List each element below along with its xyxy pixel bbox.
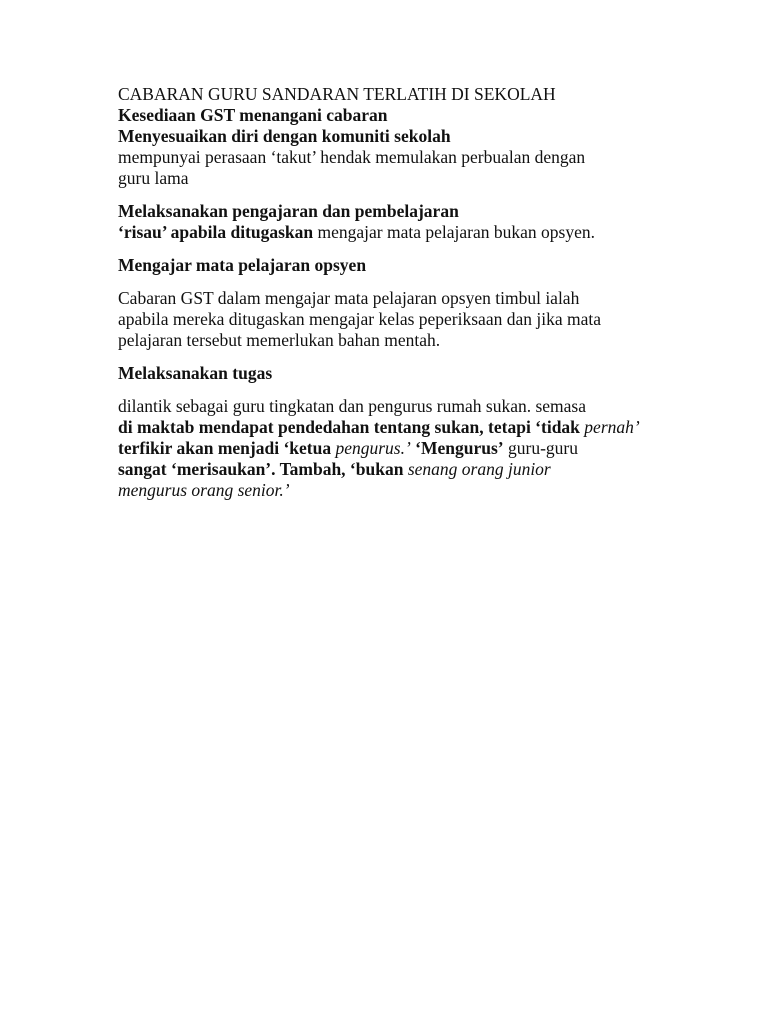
section1-heading: Menyesuaikan diri dengan komuniti sekolah (118, 126, 451, 146)
section4-bold-text: di maktab mendapat pendedahan tentang sukan, tetapi ‘tidak (118, 417, 580, 437)
section4-line (118, 459, 678, 480)
section4-italic-text: pengurus.’ (331, 438, 411, 458)
section4-bold-text: sangat ‘merisaukan’. Tambah, ‘bukan (118, 459, 404, 479)
section4-line (118, 438, 678, 459)
section4-line (118, 417, 678, 438)
section1-line: guru lama (118, 168, 189, 188)
section3-heading: Mengajar mata pelajaran opsyen (118, 255, 367, 275)
section2-bold-text: ‘risau’ apabila ditugaskan (118, 222, 314, 242)
section1-line: mempunyai perasaan ‘takut’ hendak memulakan perbualan dengan (118, 147, 586, 167)
section4-line: dilantik sebagai guru tingkatan dan pengurus rumah sukan. semasa (118, 396, 587, 416)
section4-heading: Melaksanakan tugas (118, 363, 273, 383)
section3-line: pelajaran tersebut memerlukan bahan mentah. (118, 330, 441, 350)
section4-line: mengurus orang senior.’ (118, 480, 290, 500)
section2-normal-text: mengajar mata pelajaran bukan opsyen. (313, 222, 595, 242)
section2-heading: Melaksanakan pengajaran dan pembelajaran (118, 201, 459, 221)
document-subtitle: Kesediaan GST menangani cabaran (118, 105, 388, 125)
section4-normal-text: guru-guru (503, 438, 578, 458)
section4-italic-text: senang orang junior (403, 459, 551, 479)
document-page (118, 84, 678, 501)
section3-line: apabila mereka ditugaskan mengajar kelas peperiksaan dan jika mata (118, 309, 601, 329)
section4-bold-text: terfikir akan menjadi ‘ketua (118, 438, 332, 458)
document-title: CABARAN GURU SANDARAN TERLATIH DI SEKOLAH (118, 84, 556, 104)
section4-italic-text: pernah’ (579, 417, 640, 437)
section3-line: Cabaran GST dalam mengajar mata pelajaran opsyen timbul ialah (118, 288, 580, 308)
section2-line (118, 222, 678, 243)
section4-bold-text: ‘Mengurus’ (410, 438, 504, 458)
